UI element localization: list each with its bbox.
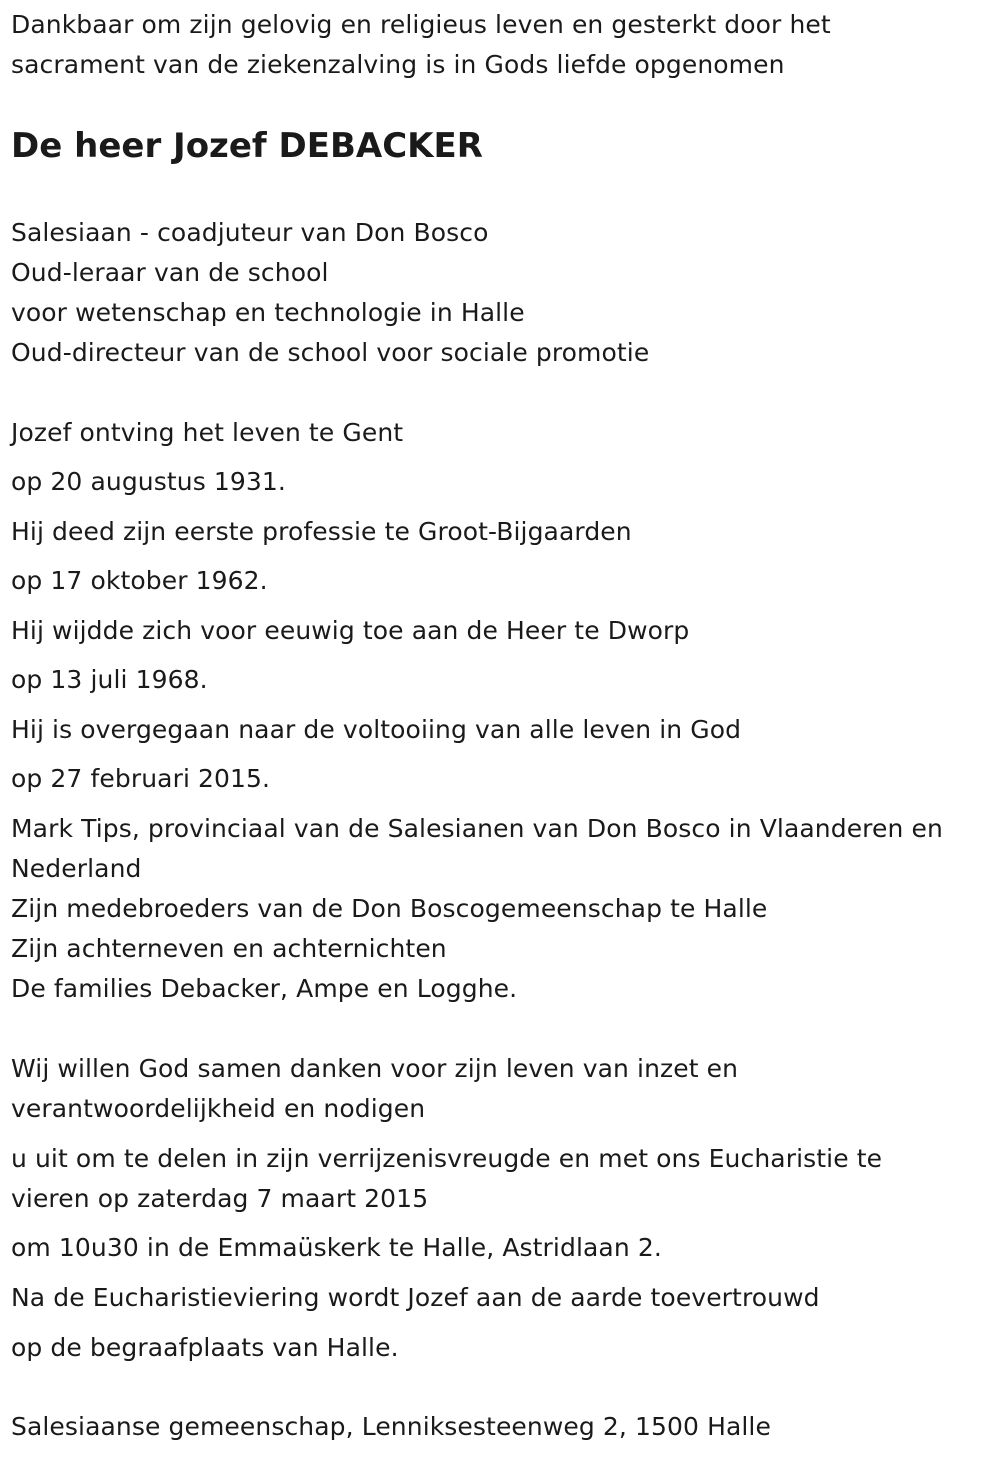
mourner-line: Zijn achterneven en achternichten (11, 934, 447, 963)
invitation-line: om 10u30 in de Emmaüskerk te Halle, Astridlaan 2. (11, 1233, 662, 1262)
mourner-line: Nederland (11, 854, 142, 883)
role-line: Salesiaan - coadjuteur van Don Bosco (11, 218, 489, 247)
life-line: Jozef ontving het leven te Gent (11, 418, 404, 447)
life-line: Hij is overgegaan naar de voltooiing van alle leven in God (11, 715, 742, 744)
invitation-line: Na de Eucharistieviering wordt Jozef aan de aarde toevertrouwd (11, 1283, 820, 1312)
mourner-line: De families Debacker, Ampe en Logghe. (11, 974, 518, 1003)
role-line: Oud-directeur van de school voor sociale promotie (11, 338, 650, 367)
life-line: Hij deed zijn eerste professie te Groot-Bijgaarden (11, 517, 632, 546)
deceased-name: De heer Jozef DEBACKER (11, 126, 483, 166)
role-line: voor wetenschap en technologie in Halle (11, 298, 525, 327)
life-line: op 20 augustus 1931. (11, 467, 286, 496)
mourner-line: Zijn medebroeders van de Don Boscogemeenschap te Halle (11, 894, 768, 923)
intro-line: sacrament van de ziekenzalving is in Gods liefde opgenomen (11, 50, 785, 79)
life-line: op 13 juli 1968. (11, 665, 208, 694)
life-line: op 17 oktober 1962. (11, 566, 268, 595)
role-line: Oud-leraar van de school (11, 258, 329, 287)
invitation-line: vieren op zaterdag 7 maart 2015 (11, 1184, 429, 1213)
life-line: op 27 februari 2015. (11, 764, 271, 793)
invitation-line: op de begraafplaats van Halle. (11, 1333, 399, 1362)
community-address: Salesiaanse gemeenschap, Lenniksesteenweg 2, 1500 Halle (11, 1412, 771, 1441)
invitation-line: verantwoordelijkheid en nodigen (11, 1094, 426, 1123)
life-line: Hij wijdde zich voor eeuwig toe aan de Heer te Dworp (11, 616, 690, 645)
intro-line: Dankbaar om zijn gelovig en religieus leven en gesterkt door het (11, 10, 831, 39)
invitation-line: Wij willen God samen danken voor zijn leven van inzet en (11, 1054, 739, 1083)
invitation-line: u uit om te delen in zijn verrijzenisvreugde en met ons Eucharistie te (11, 1144, 883, 1173)
mourner-line: Mark Tips, provinciaal van de Salesianen van Don Bosco in Vlaanderen en (11, 814, 943, 843)
